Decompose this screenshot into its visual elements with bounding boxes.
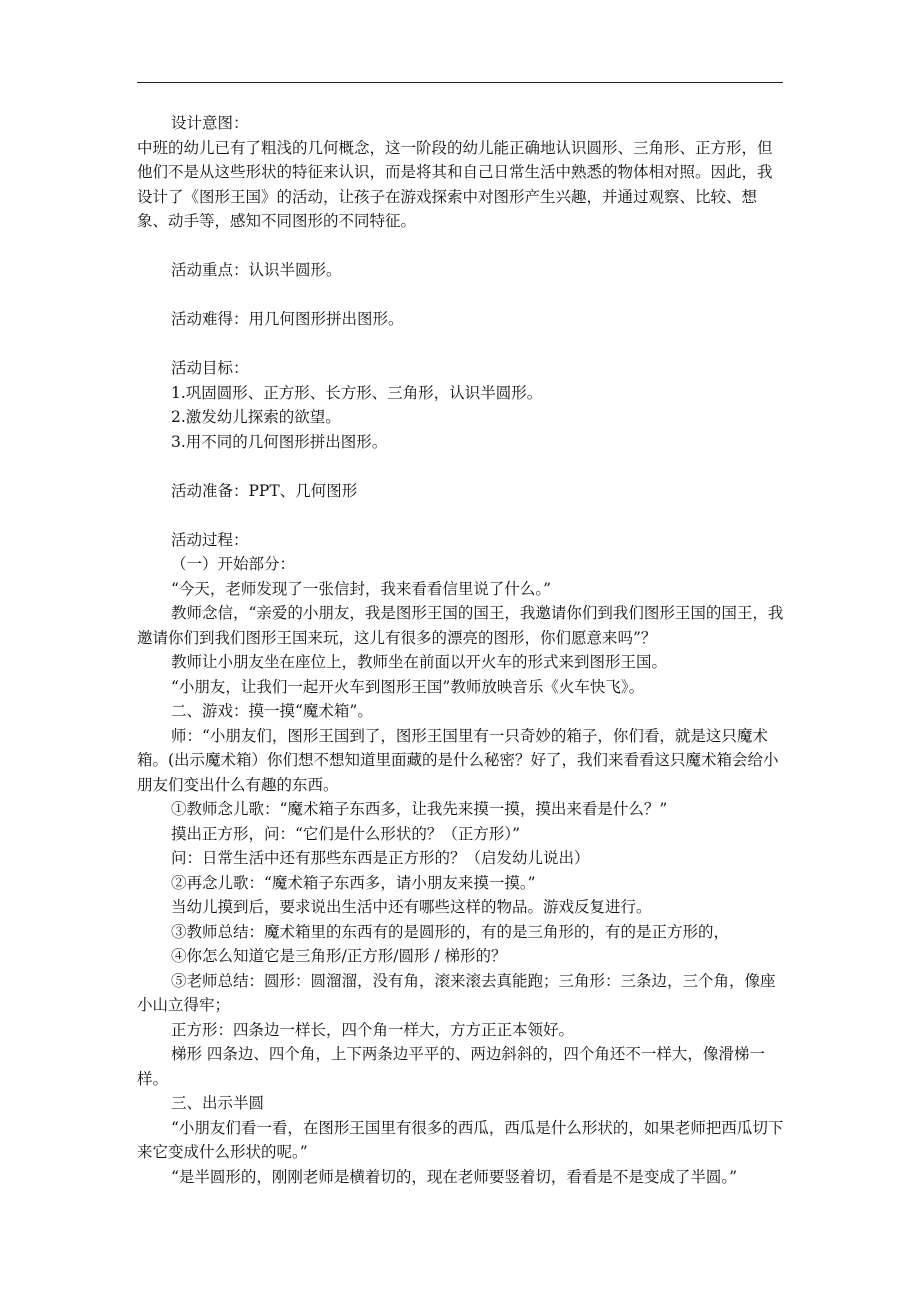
process-heading: 活动过程： (171, 530, 249, 549)
process-paragraph: 摸出正方形，问：“它们是什么形状的？（正方形）” (171, 824, 521, 843)
goal-item-3: 3.用不同的几何图形拼出图形。 (171, 432, 388, 451)
design-intent-body: 中班的幼儿已有了粗浅的几何概念，这一阶段的幼儿能正确地认识圆形、三角形、正方形，但他们不是从这些形状的特征来认识，而是将其和自己日常生活中熟悉的物体相对照。因此，我设计了《图形王国》的活动，让孩子在游戏探索中对图形产生兴趣，并通过观察、比较、想象、动手等，感知不同图形的不同特征。 (137, 138, 773, 230)
preparation: 活动准备：PPT、几何图形 (171, 481, 358, 500)
process-paragraph: 正方形：四条边一样长，四个角一样大，方方正正本领好。 (171, 1020, 575, 1039)
key-point: 活动重点：认识半圆形。 (171, 261, 342, 279)
process-paragraph: 师：“小朋友们，图形王国到了，图形王国里有一只奇妙的箱子，你们看，就是这只魔术箱。(出示魔术箱）你们想不想知道里面藏的是什么秘密？好了，我们来看看这只魔术箱会给小朋友们变出什么有趣的东西。 (137, 726, 779, 794)
part3-title: 三、出示半圆 (171, 1094, 265, 1112)
process-paragraph: “是半圆形的，刚刚老师是横着切的，现在老师要竖着切，看看是不是变成了半圆。” (171, 1167, 738, 1186)
goal-item-2: 2.激发幼儿探索的欲望。 (171, 408, 341, 426)
header-rule (137, 82, 783, 83)
process-paragraph: ①教师念儿歌：“魔术箱子东西多，让我先来摸一摸，摸出来看是什么？” (171, 800, 668, 818)
process-paragraph: 当幼儿摸到后，要求说出生活中还有哪些这样的物品。游戏反复进行。 (171, 898, 652, 916)
process-paragraph: 问：日常生活中还有那些东西是正方形的？（启发幼儿说出） (171, 849, 590, 867)
process-paragraph: ④你怎么知道它是三角形/正方形/圆形 / 梯形的？ (171, 947, 507, 965)
process-paragraph: 梯形 四条边、四个角，上下两条边平平的、两边斜斜的，四个角还不一样大，像滑梯一样。 (137, 1045, 765, 1088)
process-paragraph: 教师让小朋友坐在座位上，教师坐在前面以开火车的形式来到图形王国。 (171, 653, 668, 671)
process-paragraph: 教师念信，“亲爱的小朋友，我是图形王国的国王，我邀请你们到我们图形王国的国王，我邀请你们到我们图形王国来玩，这儿有很多的漂亮的图形，你们愿意来吗”？ (137, 604, 784, 647)
goals-heading: 活动目标： (171, 359, 249, 377)
process-paragraph: “今天，老师发现了一张信封，我来看看信里说了什么。” (171, 579, 552, 598)
part2-title: 二、游戏：摸一摸“魔术箱”。 (171, 702, 373, 720)
process-paragraph: ②再念儿歌：“魔术箱子东西多，请小朋友来摸一摸。” (171, 873, 536, 892)
difficulty: 活动难得：用几何图形拼出图形。 (171, 310, 404, 328)
part1-title: （一）开始部分： (171, 555, 296, 573)
process-paragraph: ⑤老师总结：圆形：圆溜溜，没有角，滚来滚去真能跑；三角形：三条边，三个角，像座小山立得牢； (137, 971, 776, 1014)
process-paragraph: ③教师总结：魔术箱里的东西有的是圆形的，有的是三角形的，有的是正方形的， (171, 922, 730, 941)
design-intent-heading: 设计意图： (171, 114, 249, 132)
process-paragraph: “小朋友，让我们一起开火车到图形王国”教师放映音乐《火车快飞》。 (171, 677, 645, 696)
document-body (137, 111, 785, 1189)
goal-item-1: 1.巩固圆形、正方形、长方形、三角形，认识半圆形。 (171, 383, 543, 402)
process-paragraph: “小朋友们看一看，在图形王国里有很多的西瓜，西瓜是什么形状的，如果老师把西瓜切下来它变成什么形状的呢。” (137, 1118, 784, 1161)
